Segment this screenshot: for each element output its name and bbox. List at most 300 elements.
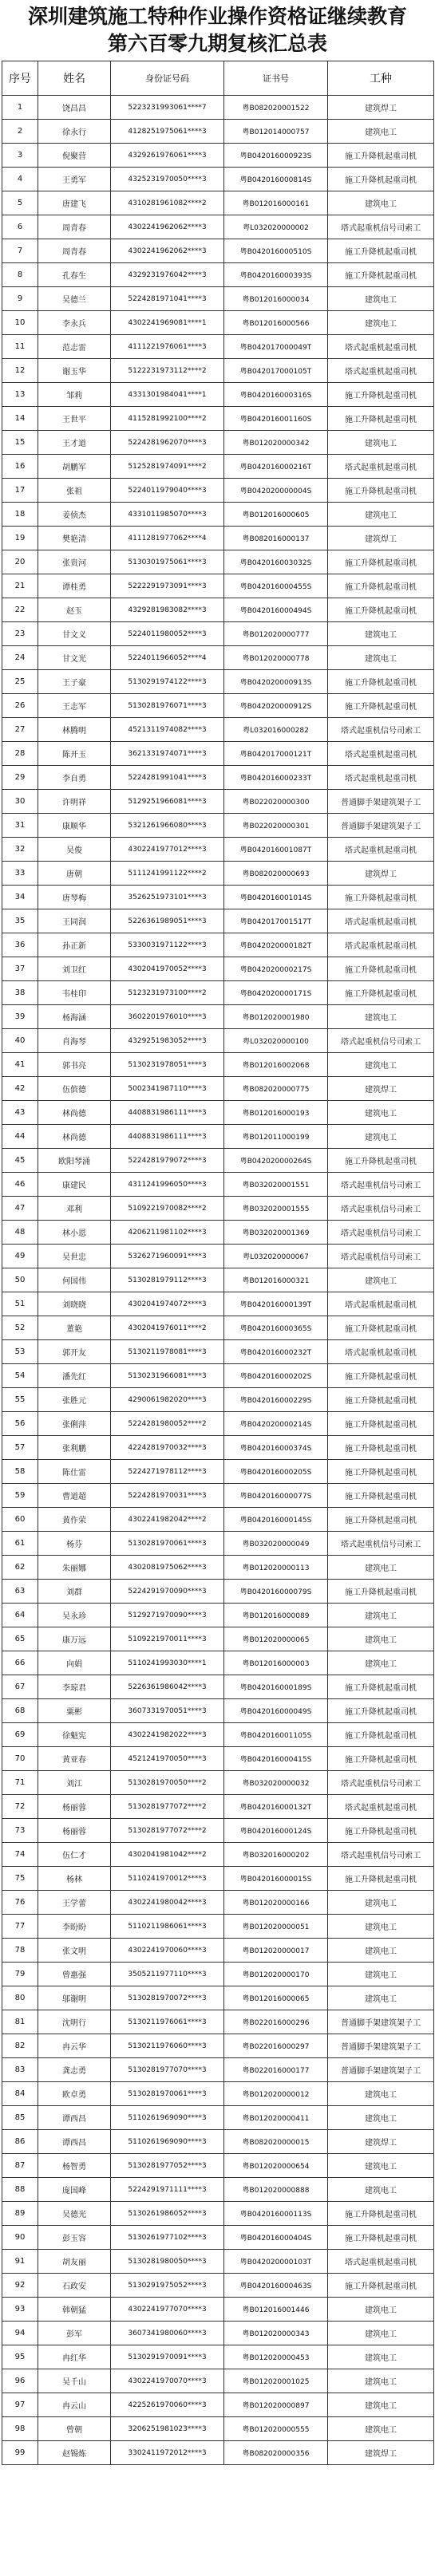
work-type-cell: 建筑电工 <box>328 2178 434 2202</box>
work-type-cell: 建筑焊工 <box>328 96 434 120</box>
table-row <box>2 1963 434 1986</box>
certificate-number-cell: 粤B022016000296 <box>224 2010 328 2034</box>
certificate-number-cell: 粤B042016000015S <box>224 1867 328 1891</box>
name-cell: 吴德光 <box>38 2202 111 2226</box>
seq-cell: 16 <box>2 455 38 479</box>
work-type-cell: 施工升降机起重司机 <box>328 550 434 574</box>
table-row <box>2 622 434 646</box>
seq-cell: 42 <box>2 1077 38 1101</box>
table-row <box>2 239 434 263</box>
seq-cell: 6 <box>2 215 38 239</box>
id-number-cell: 5223231993061****7 <box>111 96 224 120</box>
table-row <box>2 2393 434 2417</box>
table-row <box>2 1412 434 1436</box>
table-row <box>2 1245 434 1268</box>
certificate-number-cell: 粤B082016000137 <box>224 527 328 550</box>
table-row <box>2 335 434 359</box>
id-number-cell: 4302241977070****3 <box>111 2298 224 2322</box>
id-number-cell: 4302081975062****3 <box>111 1556 224 1580</box>
name-cell: 唐建飞 <box>38 191 111 215</box>
seq-cell: 13 <box>2 383 38 407</box>
certificate-number-cell: 粤B032016000202 <box>224 1843 328 1867</box>
name-cell: 黄亚春 <box>38 1747 111 1771</box>
name-cell: 林尚德 <box>38 1101 111 1125</box>
table-row <box>2 1436 434 1460</box>
certificate-number-cell: 粤B042020000913S <box>224 670 328 694</box>
work-type-cell: 建筑电工 <box>328 287 434 311</box>
id-number-cell: 5224271978112****3 <box>111 1460 224 1484</box>
table-row <box>2 479 434 503</box>
id-number-cell: 4302241982022****3 <box>111 1723 224 1747</box>
id-number-cell: 4302241962062****3 <box>111 215 224 239</box>
name-cell: 刘晓晓 <box>38 1292 111 1316</box>
seq-cell: 19 <box>2 527 38 550</box>
name-cell: 饶昌昌 <box>38 96 111 120</box>
table-row <box>2 2082 434 2106</box>
seq-cell: 61 <box>2 1532 38 1556</box>
seq-cell: 28 <box>2 742 38 766</box>
seq-cell: 82 <box>2 2034 38 2058</box>
table-row <box>2 383 434 407</box>
certificate-number-cell: 粤B022020000301 <box>224 814 328 838</box>
id-number-cell: 4329231976042****3 <box>111 263 224 287</box>
table-row <box>2 1699 434 1723</box>
id-number-cell: 4302241969081****1 <box>111 311 224 335</box>
seq-cell: 1 <box>2 96 38 120</box>
name-cell: 张俐萍 <box>38 1412 111 1436</box>
certificate-number-cell: 粤B012011000199 <box>224 1125 328 1149</box>
id-number-cell: 5122231973112****2 <box>111 359 224 383</box>
name-cell: 伍傧德 <box>38 1077 111 1101</box>
work-type-cell: 施工升降机起重司机 <box>328 144 434 168</box>
id-number-cell: 5130281980050****3 <box>111 2250 224 2274</box>
table-row <box>2 550 434 574</box>
work-type-cell: 塔式起重机起重司机 <box>328 766 434 790</box>
id-number-cell: 5125281974091****2 <box>111 455 224 479</box>
certificate-number-cell: 粤B012020000017 <box>224 1939 328 1963</box>
name-cell: 王世平 <box>38 407 111 431</box>
seq-cell: 15 <box>2 431 38 455</box>
work-type-cell: 建筑电工 <box>328 1005 434 1029</box>
certificate-number-cell: 粤B032020001369 <box>224 1221 328 1245</box>
table-row <box>2 1101 434 1125</box>
table-row <box>2 1604 434 1627</box>
id-number-cell: 3602201976010****3 <box>111 1005 224 1029</box>
seq-cell: 39 <box>2 1005 38 1029</box>
id-number-cell: 4225261970060****3 <box>111 2393 224 2417</box>
seq-cell: 59 <box>2 1484 38 1508</box>
id-number-cell: 4302241980042****3 <box>111 1891 224 1915</box>
certificate-number-cell: 粤B042016000923S <box>224 144 328 168</box>
seq-cell: 63 <box>2 1580 38 1604</box>
seq-cell: 49 <box>2 1245 38 1268</box>
seq-cell: 36 <box>2 933 38 957</box>
table-row <box>2 766 434 790</box>
name-cell: 赵玉 <box>38 598 111 622</box>
seq-cell: 75 <box>2 1867 38 1891</box>
work-type-cell: 施工升降机起重司机 <box>328 479 434 503</box>
table-row <box>2 574 434 598</box>
work-type-cell: 施工升降机起重司机 <box>328 1747 434 1771</box>
seq-cell: 47 <box>2 1197 38 1221</box>
table-row <box>2 598 434 622</box>
certificate-number-cell: 粤B012020000897 <box>224 2393 328 2417</box>
certificate-number-cell: 粤B042020000182T <box>224 933 328 957</box>
id-number-cell: 5130261986052****3 <box>111 2202 224 2226</box>
table-row <box>2 2369 434 2393</box>
id-number-cell: 5130281970072****3 <box>111 1986 224 2010</box>
seq-cell: 11 <box>2 335 38 359</box>
certificate-number-cell: 粤B042017000049T <box>224 335 328 359</box>
name-cell: 杨智勇 <box>38 2154 111 2178</box>
seq-cell: 66 <box>2 1651 38 1675</box>
certificate-number-cell: 粤B042016001105S <box>224 1723 328 1747</box>
seq-cell: 8 <box>2 263 38 287</box>
name-cell: 龚志勇 <box>38 2058 111 2082</box>
work-type-cell: 建筑电工 <box>328 2154 434 2178</box>
table-row <box>2 2010 434 2034</box>
certificate-number-cell: 粤B042020000264S <box>224 1149 328 1173</box>
name-cell: 谢玉华 <box>38 359 111 383</box>
work-type-cell: 塔式起重机起重司机 <box>328 742 434 766</box>
id-number-cell: 5224281991041****3 <box>111 766 224 790</box>
name-cell: 邹莉 <box>38 383 111 407</box>
work-type-cell: 施工升降机起重司机 <box>328 670 434 694</box>
seq-cell: 70 <box>2 1747 38 1771</box>
certificate-number-cell: 粤B012020000777 <box>224 622 328 646</box>
roster-table <box>2 61 434 2465</box>
seq-cell: 99 <box>2 2441 38 2465</box>
name-cell: 吴德兰 <box>38 287 111 311</box>
work-type-cell: 建筑电工 <box>328 1986 434 2010</box>
name-cell: 郭书亮 <box>38 1053 111 1077</box>
work-type-cell: 施工升降机起重司机 <box>328 574 434 598</box>
certificate-number-cell: 粤B042020000103T <box>224 2250 328 2274</box>
name-cell: 彭军 <box>38 2322 111 2345</box>
table-row <box>2 1795 434 1819</box>
work-type-cell: 施工升降机起重司机 <box>328 1316 434 1340</box>
certificate-number-cell: 粤B012014000757 <box>224 120 328 144</box>
table-row <box>2 1819 434 1843</box>
id-number-cell: 4111221976061****3 <box>111 335 224 359</box>
certificate-number-cell: 粤B022016000177 <box>224 2058 328 2082</box>
table-row <box>2 814 434 838</box>
id-number-cell: 3206251981023****3 <box>111 2417 224 2441</box>
work-type-cell: 施工升降机起重司机 <box>328 1364 434 1388</box>
name-cell: 陈仕雷 <box>38 1460 111 1484</box>
seq-cell: 69 <box>2 1723 38 1747</box>
table-row <box>2 1747 434 1771</box>
name-cell: 吴永珍 <box>38 1604 111 1627</box>
name-cell: 胡友丽 <box>38 2250 111 2274</box>
seq-cell: 89 <box>2 2202 38 2226</box>
certificate-number-cell: 粤B012016000065 <box>224 1986 328 2010</box>
table-row <box>2 455 434 479</box>
work-type-cell: 施工升降机起重司机 <box>328 1412 434 1436</box>
work-type-cell: 建筑电工 <box>328 1268 434 1292</box>
seq-cell: 26 <box>2 694 38 718</box>
certificate-number-cell: 粤B032020001551 <box>224 1173 328 1197</box>
table-header <box>2 61 434 96</box>
seq-cell: 40 <box>2 1029 38 1053</box>
table-row <box>2 646 434 670</box>
table-row <box>2 670 434 694</box>
table-row <box>2 2250 434 2274</box>
name-cell: 康建民 <box>38 1173 111 1197</box>
name-cell: 冉云山 <box>38 2393 111 2417</box>
certificate-number-cell: 粤B012016000003 <box>224 1651 328 1675</box>
name-cell: 庞国峰 <box>38 2178 111 2202</box>
name-cell: 吴俊 <box>38 838 111 862</box>
seq-cell: 24 <box>2 646 38 670</box>
table-row <box>2 503 434 527</box>
work-type-cell: 建筑电工 <box>328 1101 434 1125</box>
id-number-cell: 5224281970031****3 <box>111 1484 224 1508</box>
seq-cell: 20 <box>2 550 38 574</box>
header-work-type: 工种 <box>328 61 434 96</box>
id-number-cell: 4408831986111****3 <box>111 1125 224 1149</box>
id-number-cell: 5110211986061****3 <box>111 1915 224 1939</box>
work-type-cell: 建筑电工 <box>328 1627 434 1651</box>
name-cell: 周青春 <box>38 239 111 263</box>
table-row <box>2 191 434 215</box>
seq-cell: 12 <box>2 359 38 383</box>
id-number-cell: 5130281977052****3 <box>111 2154 224 2178</box>
id-number-cell: 4111281977062****4 <box>111 527 224 550</box>
certificate-number-cell: 粤B042017000105T <box>224 359 328 383</box>
certificate-number-cell: 粤B012020000342 <box>224 431 328 455</box>
table-row <box>2 1053 434 1077</box>
seq-cell: 51 <box>2 1292 38 1316</box>
name-cell: 王子豪 <box>38 670 111 694</box>
work-type-cell: 塔式起重机起重司机 <box>328 2250 434 2274</box>
seq-cell: 56 <box>2 1412 38 1436</box>
work-type-cell: 建筑电工 <box>328 311 434 335</box>
table-row <box>2 886 434 909</box>
name-cell: 谭西昌 <box>38 2130 111 2154</box>
seq-cell: 31 <box>2 814 38 838</box>
work-type-cell: 建筑电工 <box>328 431 434 455</box>
seq-cell: 35 <box>2 909 38 933</box>
work-type-cell: 施工升降机起重司机 <box>328 2226 434 2250</box>
certificate-number-cell: 粤B012020000654 <box>224 2154 328 2178</box>
name-cell: 冉红华 <box>38 2345 111 2369</box>
table-row <box>2 742 434 766</box>
seq-cell: 84 <box>2 2082 38 2106</box>
table-row <box>2 431 434 455</box>
id-number-cell: 5130291975052****3 <box>111 2274 224 2298</box>
header-certificate-number: 证书号 <box>224 61 328 96</box>
table-row <box>2 718 434 742</box>
seq-cell: 50 <box>2 1268 38 1292</box>
header-seq: 序号 <box>2 61 38 96</box>
certificate-number-cell: 粤B042020000004S <box>224 479 328 503</box>
work-type-cell: 施工升降机起重司机 <box>328 957 434 981</box>
name-cell: 孔春生 <box>38 263 111 287</box>
seq-cell: 96 <box>2 2369 38 2393</box>
seq-cell: 85 <box>2 2106 38 2130</box>
certificate-number-cell: 粤B042020000217S <box>224 957 328 981</box>
seq-cell: 97 <box>2 2393 38 2417</box>
table-row <box>2 694 434 718</box>
work-type-cell: 塔式起重机起重司机 <box>328 909 434 933</box>
id-number-cell: 5110241993030****1 <box>111 1651 224 1675</box>
work-type-cell: 塔式起重机起重司机 <box>328 359 434 383</box>
id-number-cell: 5123231973100****2 <box>111 981 224 1005</box>
id-number-cell: 4302241962062****3 <box>111 239 224 263</box>
table-row <box>2 1532 434 1556</box>
work-type-cell: 塔式起重机信号司索工 <box>328 1843 434 1867</box>
id-number-cell: 5321261966080****3 <box>111 814 224 838</box>
name-cell: 林小恩 <box>38 1221 111 1245</box>
name-cell: 张贵河 <box>38 550 111 574</box>
seq-cell: 87 <box>2 2154 38 2178</box>
work-type-cell: 建筑电工 <box>328 1604 434 1627</box>
work-type-cell: 施工升降机起重司机 <box>328 383 434 407</box>
table-row <box>2 144 434 168</box>
name-cell: 向娟 <box>38 1651 111 1675</box>
name-cell: 甘文义 <box>38 622 111 646</box>
name-cell: 邓利 <box>38 1197 111 1221</box>
name-cell: 刘群 <box>38 1580 111 1604</box>
seq-cell: 43 <box>2 1101 38 1125</box>
id-number-cell: 5330031971122****3 <box>111 933 224 957</box>
table-row <box>2 1484 434 1508</box>
table-row <box>2 1843 434 1867</box>
id-number-cell: 4331301984041****1 <box>111 383 224 407</box>
work-type-cell: 施工升降机起重司机 <box>328 981 434 1005</box>
work-type-cell: 塔式起重机起重司机 <box>328 838 434 862</box>
certificate-number-cell: 粤B042016000233T <box>224 766 328 790</box>
seq-cell: 41 <box>2 1053 38 1077</box>
seq-cell: 80 <box>2 1986 38 2010</box>
table-row <box>2 1675 434 1699</box>
table-row <box>2 838 434 862</box>
id-number-cell: 4302041976011****2 <box>111 1316 224 1340</box>
seq-cell: 71 <box>2 1771 38 1795</box>
name-cell: 唐琴梅 <box>38 886 111 909</box>
table-row <box>2 1292 434 1316</box>
work-type-cell: 施工升降机起重司机 <box>328 2274 434 2298</box>
certificate-number-cell: 粤B042016000049S <box>224 1699 328 1723</box>
name-cell: 甘文光 <box>38 646 111 670</box>
name-cell: 张利鹏 <box>38 1436 111 1460</box>
id-number-cell: 3607331970051****3 <box>111 1699 224 1723</box>
certificate-number-cell: 粤B042016000216T <box>224 455 328 479</box>
certificate-number-cell: 粤B032020000049 <box>224 1532 328 1556</box>
table-row <box>2 1340 434 1364</box>
work-type-cell: 普通脚手架建筑架子工 <box>328 2034 434 2058</box>
id-number-cell: 5130281977072****2 <box>111 1819 224 1843</box>
work-type-cell: 塔式起重机起重司机 <box>328 1340 434 1364</box>
name-cell: 李盼盼 <box>38 1915 111 1939</box>
table-row <box>2 1197 434 1221</box>
work-type-cell: 塔式起重机起重司机 <box>328 455 434 479</box>
id-number-cell: 4302041974072****3 <box>111 1292 224 1316</box>
name-cell: 陈开玉 <box>38 742 111 766</box>
table-row <box>2 862 434 886</box>
id-number-cell: 5130291974122****3 <box>111 670 224 694</box>
seq-cell: 81 <box>2 2010 38 2034</box>
certificate-number-cell: 粤B042016000202S <box>224 1364 328 1388</box>
name-cell: 曹道超 <box>38 1484 111 1508</box>
seq-cell: 34 <box>2 886 38 909</box>
certificate-number-cell: 粤B012020000051 <box>224 1915 328 1939</box>
id-number-cell: 4331011985070****3 <box>111 503 224 527</box>
table-row <box>2 1268 434 1292</box>
certificate-number-cell: 粤B012016000089 <box>224 1604 328 1627</box>
work-type-cell: 塔式起重机起重司机 <box>328 335 434 359</box>
work-type-cell: 普通脚手架建筑架子工 <box>328 790 434 814</box>
seq-cell: 17 <box>2 479 38 503</box>
certificate-number-cell: 粤B042016000494S <box>224 598 328 622</box>
table-row <box>2 1388 434 1412</box>
seq-cell: 23 <box>2 622 38 646</box>
seq-cell: 91 <box>2 2250 38 2274</box>
certificate-number-cell: 粤B042016003032S <box>224 550 328 574</box>
name-cell: 谭西昌 <box>38 2106 111 2130</box>
name-cell: 姜侦杰 <box>38 503 111 527</box>
name-cell: 张祖 <box>38 479 111 503</box>
certificate-number-cell: 粤B012020001980 <box>224 1005 328 1029</box>
seq-cell: 45 <box>2 1149 38 1173</box>
certificate-number-cell: 粤B032020001555 <box>224 1197 328 1221</box>
certificate-number-cell: 粤B042020000912S <box>224 694 328 718</box>
work-type-cell: 塔式起重机信号司索工 <box>328 1221 434 1245</box>
id-number-cell: 4302241970060****3 <box>111 1939 224 1963</box>
work-type-cell: 施工升降机起重司机 <box>328 1580 434 1604</box>
certificate-number-cell: 粤B012020000343 <box>224 2322 328 2345</box>
work-type-cell: 建筑电工 <box>328 503 434 527</box>
seq-cell: 14 <box>2 407 38 431</box>
id-number-cell: 5109221970011****3 <box>111 1627 224 1651</box>
id-number-cell: 4302241977012****3 <box>111 838 224 862</box>
work-type-cell: 建筑电工 <box>328 1053 434 1077</box>
work-type-cell: 建筑电工 <box>328 1963 434 1986</box>
work-type-cell: 普通脚手架建筑架子工 <box>328 814 434 838</box>
table-row <box>2 1651 434 1675</box>
name-cell: 邬谢明 <box>38 1986 111 2010</box>
name-cell: 欧阳琴涌 <box>38 1149 111 1173</box>
table-row <box>2 2226 434 2250</box>
id-number-cell: 5130281970050****2 <box>111 1771 224 1795</box>
certificate-number-cell: 粤B012016000321 <box>224 1268 328 1292</box>
table-row <box>2 790 434 814</box>
seq-cell: 38 <box>2 981 38 1005</box>
table-row <box>2 287 434 311</box>
table-row <box>2 2106 434 2130</box>
work-type-cell: 施工升降机起重司机 <box>328 1723 434 1747</box>
id-number-cell: 5224011980052****3 <box>111 622 224 646</box>
name-cell: 李永兵 <box>38 311 111 335</box>
work-type-cell: 施工升降机起重司机 <box>328 2202 434 2226</box>
table-row <box>2 1029 434 1053</box>
certificate-number-cell: 粤B042016000510S <box>224 239 328 263</box>
id-number-cell: 5224011979040****3 <box>111 479 224 503</box>
seq-cell: 22 <box>2 598 38 622</box>
name-cell: 杨林 <box>38 1867 111 1891</box>
seq-cell: 67 <box>2 1675 38 1699</box>
work-type-cell: 建筑电工 <box>328 2393 434 2417</box>
table-row <box>2 2298 434 2322</box>
id-number-cell: 5224281979072****3 <box>111 1149 224 1173</box>
table-row <box>2 2154 434 2178</box>
name-cell: 杨丽蓉 <box>38 1819 111 1843</box>
table-row <box>2 359 434 383</box>
work-type-cell: 建筑电工 <box>328 2369 434 2393</box>
seq-cell: 94 <box>2 2322 38 2345</box>
certificate-number-cell: 粤B042020000171S <box>224 981 328 1005</box>
